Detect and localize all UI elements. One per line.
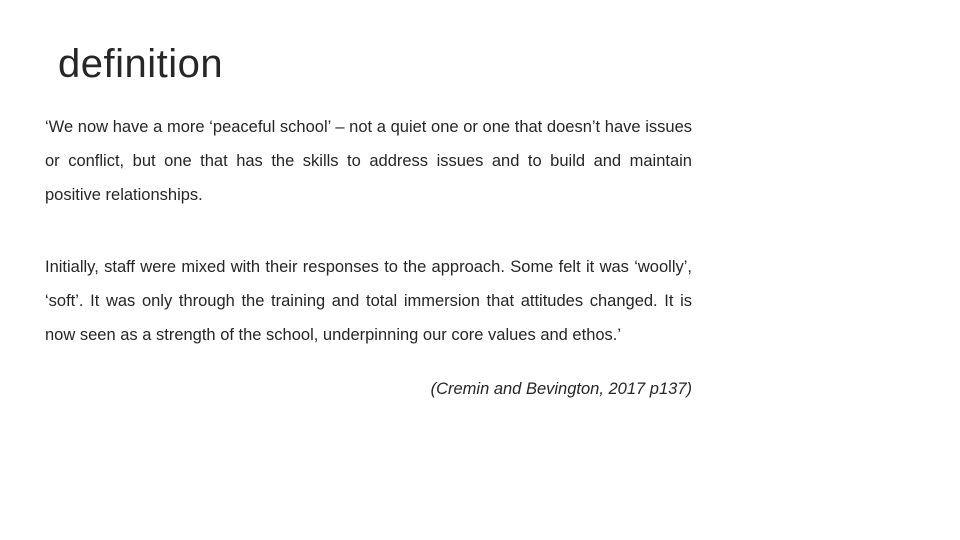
citation: (Cremin and Bevington, 2017 p137) <box>430 380 692 398</box>
quote-paragraph-2: Initially, staff were mixed with their responses to the approach. Some felt it was ‘woolly’, ‘soft’. It was only through the training and total immersion that attitudes changed. It is now seen as a strength of the school, underpinning our core values and ethos.’ <box>45 258 692 344</box>
quote-paragraph-1: ‘We now have a more ‘peaceful school’ – not a quiet one or one that doesn’t have issues or conflict, but one that has the skills to address issues and to build and maintain positive relationships. <box>45 118 692 204</box>
slide-title: definition <box>58 42 224 86</box>
paragraph-spacer <box>45 212 692 250</box>
quote-body <box>45 110 692 404</box>
